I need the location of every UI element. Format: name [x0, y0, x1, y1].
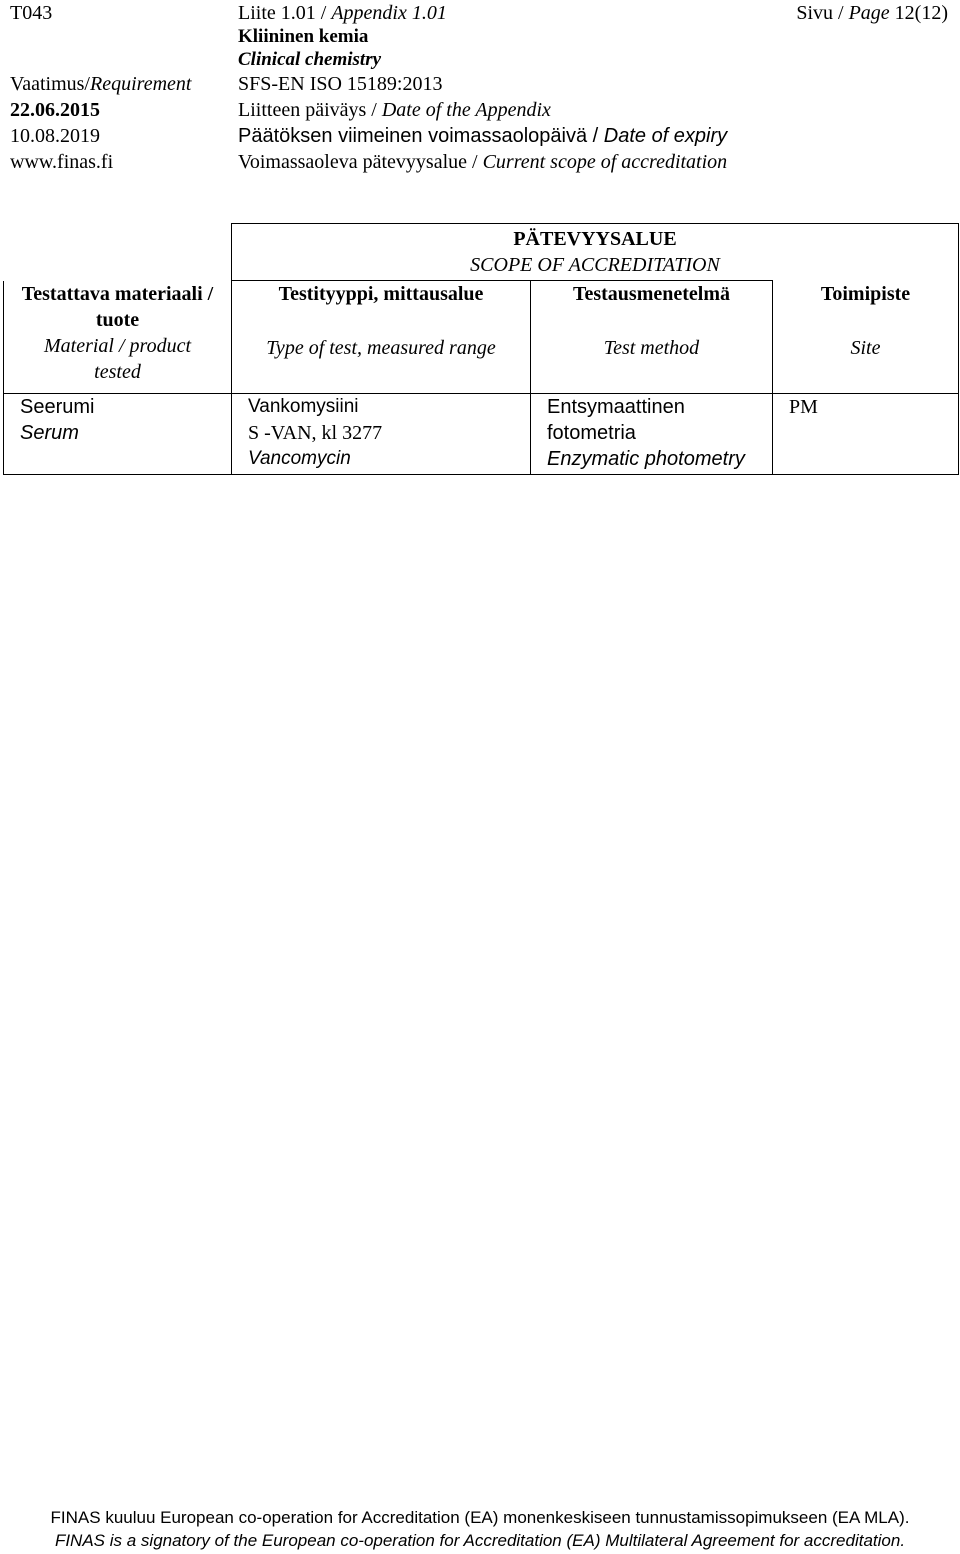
table-row	[4, 394, 959, 475]
col-header-test-type-fi: Testityyppi, mittausalue	[278, 283, 484, 305]
col-header-material-en: Material / product tested	[43, 334, 192, 383]
col-header-site	[773, 281, 959, 394]
table-title	[232, 224, 959, 281]
scope-label-en: Current scope of accreditation	[482, 151, 728, 173]
requirement-label-fi: Vaatimus/	[10, 73, 90, 95]
test-en: Vancomycin	[248, 448, 351, 469]
method-fi-line2: fotometria	[547, 422, 636, 444]
appendix-date-label-fi: Liitteen päiväys /	[238, 99, 382, 121]
test-fi: Vankomysiini	[248, 396, 359, 417]
col-header-site-fi: Toimipiste	[820, 282, 911, 305]
col-header-site-en: Site	[850, 336, 881, 359]
footer-en: FINAS is a signatory of the European co-operation for Accreditation (EA) Multilateral Agreement for accreditation.	[54, 1531, 906, 1550]
table-title-fi: PÄTEVYYSALUE	[513, 228, 677, 250]
cell-method	[531, 394, 773, 475]
material-fi: Seerumi	[20, 396, 95, 418]
expiry-date-label-en: Date of expiry	[603, 125, 728, 147]
cell-test-type	[232, 394, 531, 475]
col-header-test-type	[232, 281, 531, 394]
col-header-method	[531, 281, 773, 394]
spacer	[232, 307, 530, 335]
appendix-date: 22.06.2015	[10, 99, 100, 121]
appendix-number	[238, 1, 447, 25]
page-number	[796, 1, 948, 25]
material-en: Serum	[20, 422, 79, 444]
spacer	[531, 307, 772, 335]
requirement-label-en: Requirement	[90, 73, 192, 95]
method-en: Enzymatic photometry	[547, 448, 745, 470]
col-header-method-fi: Testausmenetelmä	[572, 283, 731, 305]
scope-table	[3, 223, 959, 475]
appendix-date-label	[238, 98, 551, 122]
cell-site	[773, 394, 959, 475]
footer-fi: FINAS kuuluu European co-operation for Accreditation (EA) monenkeskiseen tunnustamissopimukseen (EA MLA).	[50, 1508, 910, 1527]
expiry-date-label-fi: Päätöksen viimeinen voimassaolopäivä /	[238, 125, 604, 147]
test-code: S -VAN, kl 3277	[248, 422, 383, 444]
field-en: Clinical chemistry	[238, 49, 382, 70]
spacer	[773, 307, 958, 335]
requirement-value: SFS-EN ISO 15189:2013	[238, 73, 443, 95]
scope-label-fi: Voimassaoleva pätevyysalue /	[238, 151, 483, 173]
doc-code: T043	[10, 2, 53, 24]
appendix-date-label-en: Date of the Appendix	[381, 99, 551, 121]
col-header-material-fi: Testattava materiaali / tuote	[21, 282, 214, 331]
col-header-test-type-en: Type of test, measured range	[266, 337, 496, 359]
website-link[interactable]: www.finas.fi	[10, 151, 114, 173]
empty-corner	[4, 224, 232, 281]
field-fi: Kliininen kemia	[238, 26, 369, 47]
table-title-en: SCOPE OF ACCREDITATION	[470, 254, 720, 276]
appendix-fi: Liite 1.01 /	[238, 2, 332, 24]
col-header-method-en: Test method	[603, 337, 700, 359]
expiry-date: 10.08.2019	[10, 125, 100, 147]
page-num: 12(12)	[889, 2, 948, 24]
cell-material	[4, 394, 232, 475]
requirement-label	[10, 72, 191, 96]
site-code: PM	[789, 396, 818, 418]
column-header-row	[4, 281, 959, 394]
page-label-en: Page	[848, 2, 890, 24]
page-label-fi: Sivu /	[796, 2, 849, 24]
method-fi-line1: Entsymaattinen	[547, 396, 685, 418]
table-title-row	[4, 224, 959, 281]
col-header-material	[4, 281, 232, 394]
appendix-en: Appendix 1.01	[331, 2, 447, 24]
scope-label	[238, 150, 727, 174]
expiry-date-label	[238, 124, 727, 148]
